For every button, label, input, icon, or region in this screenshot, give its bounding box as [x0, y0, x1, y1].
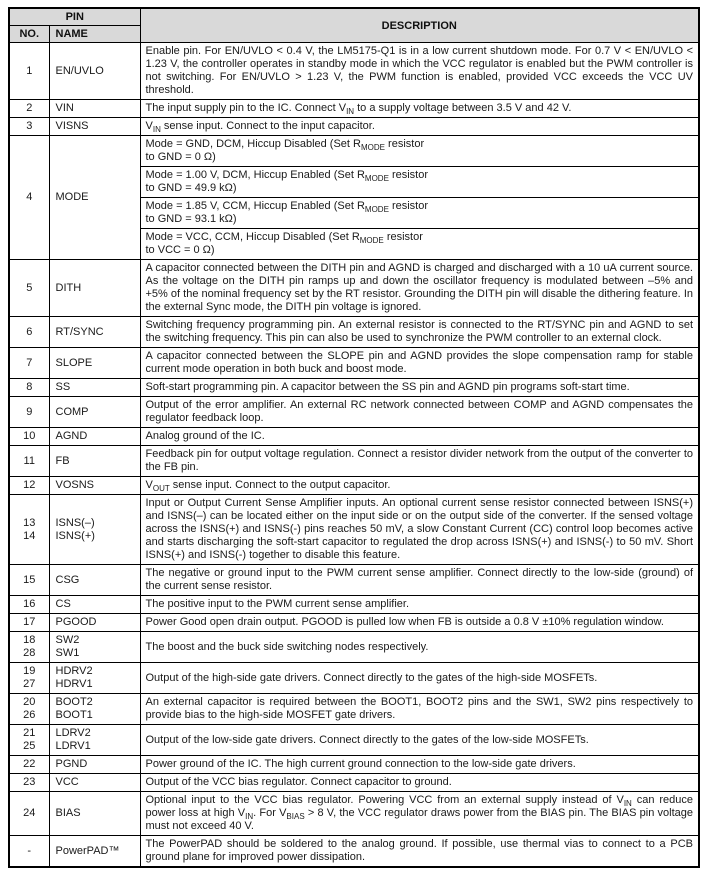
pin-name-cell: VISNS: [49, 118, 140, 136]
pin-number-cell: 7: [9, 348, 49, 379]
pin-description-cell: $V_{OUT}$ sense input. Connect to the output capacitor.: [140, 477, 699, 495]
pin-row: [9, 136, 699, 167]
table-header: [9, 8, 699, 43]
pin-number-cell: 20 26: [9, 694, 49, 725]
pin-number-cell: 12: [9, 477, 49, 495]
pin-number-cell: 2: [9, 100, 49, 118]
pin-description-cell: Output of the error amplifier. An external RC network connected between COMP and AGND compensates the regulator feedback loop.: [140, 397, 699, 428]
pin-row: [9, 694, 699, 725]
pin-name-cell: AGND: [49, 428, 140, 446]
pin-row: [9, 397, 699, 428]
pin-name-cell: SW2 SW1: [49, 632, 140, 663]
pin-row: [9, 596, 699, 614]
pin-description-cell: The positive input to the PWM current sense amplifier.: [140, 596, 699, 614]
pin-number-cell: 4: [9, 136, 49, 260]
pin-number-cell: 11: [9, 446, 49, 477]
pin-number-cell: 18 28: [9, 632, 49, 663]
pin-description-cell: Mode = 1.85 V, CCM, Hiccup Enabled (Set $R_{MODE}$ resistor to GND = 93.1 kΩ): [140, 198, 699, 229]
pin-description-cell: Mode = VCC, CCM, Hiccup Disabled (Set $R_{MODE}$ resistor to VCC = 0 Ω): [140, 229, 699, 260]
pin-description-cell: $V_{IN}$ sense input. Connect to the input capacitor.: [140, 118, 699, 136]
header-pin-group: PIN: [9, 8, 140, 26]
header-description: DESCRIPTION: [140, 8, 699, 43]
header-no: NO.: [9, 26, 49, 43]
pin-name-cell: PGOOD: [49, 614, 140, 632]
pin-description-cell: Soft-start programming pin. A capacitor between the SS pin and AGND pin programs soft-start time.: [140, 379, 699, 397]
pin-row: [9, 756, 699, 774]
pin-description-cell: Input or Output Current Sense Amplifier inputs. An optional current sense resistor connected between ISNS(+) and ISNS(–) can be located either on the input side or on the output side of the converter. If the sensed voltage across the ISNS(+) and ISNS(-) pins reaches 50 mV, a slow Constant Current (CC) control loop becomes active and starts discharging the soft-start capacitor to regulated the drop across ISNS(+) and ISNS(-) to 50 mV. Short ISNS(+) and ISNS(-) together to disable this feature.: [140, 495, 699, 565]
pin-name-cell: MODE: [49, 136, 140, 260]
pin-name-cell: CSG: [49, 565, 140, 596]
pin-description-cell: Enable pin. For EN/UVLO < 0.4 V, the LM5175-Q1 is in a low current shutdown mode. For 0.7 V < EN/UVLO < 1.23 V, the controller operates in standby mode in which the VCC regulator is enabled but the PWM controller is not switching. For EN/UVLO > 1.23 V, the PWM function is enabled, provided VCC exceeds the VCC UV threshold.: [140, 43, 699, 100]
pin-name-cell: PGND: [49, 756, 140, 774]
pin-name-cell: VCC: [49, 774, 140, 792]
pin-row: [9, 477, 699, 495]
pin-number-cell: 10: [9, 428, 49, 446]
pin-name-cell: EN/UVLO: [49, 43, 140, 100]
header-name: NAME: [49, 26, 140, 43]
pin-row: [9, 836, 699, 868]
pin-description-cell: Switching frequency programming pin. An external resistor is connected to the RT/SYNC pin and AGND to set the switching frequency. This pin can also be used to synchronize the PWM controller to an external clock.: [140, 317, 699, 348]
pin-number-cell: 15: [9, 565, 49, 596]
pin-description-cell: The PowerPAD should be soldered to the analog ground. If possible, use thermal vias to connect to a PCB ground plane for improved power dissipation.: [140, 836, 699, 868]
pin-row: [9, 43, 699, 100]
pin-number-cell: 16: [9, 596, 49, 614]
pin-row: [9, 632, 699, 663]
pin-description-cell: Analog ground of the IC.: [140, 428, 699, 446]
pin-row: [9, 260, 699, 317]
pin-number-cell: 8: [9, 379, 49, 397]
pin-name-cell: BIAS: [49, 792, 140, 836]
pin-number-cell: -: [9, 836, 49, 868]
pin-name-cell: COMP: [49, 397, 140, 428]
pin-number-cell: 24: [9, 792, 49, 836]
pin-number-cell: 13 14: [9, 495, 49, 565]
pin-name-cell: PowerPAD™: [49, 836, 140, 868]
pin-row: [9, 428, 699, 446]
pin-description-cell: Optional input to the VCC bias regulator. Powering VCC from an external supply instead of $V_{IN}$ can reduce power loss at high $V_{IN}$. For $V_{BIAS} > 8$ V, the VCC regulator draws power from the BIAS pin. The BIAS pin voltage must not exceed 40 V.: [140, 792, 699, 836]
pin-name-cell: SS: [49, 379, 140, 397]
pin-row: [9, 100, 699, 118]
pin-name-cell: CS: [49, 596, 140, 614]
pin-number-cell: 9: [9, 397, 49, 428]
pin-description-cell: The boost and the buck side switching nodes respectively.: [140, 632, 699, 663]
pin-table-body: [9, 43, 699, 868]
pin-row: [9, 565, 699, 596]
pin-name-cell: SLOPE: [49, 348, 140, 379]
pin-number-cell: 3: [9, 118, 49, 136]
pin-row: [9, 792, 699, 836]
pin-name-cell: FB: [49, 446, 140, 477]
pin-number-cell: 5: [9, 260, 49, 317]
pin-name-cell: DITH: [49, 260, 140, 317]
pin-description-cell: Output of the low-side gate drivers. Connect directly to the gates of the low-side MOSFETs.: [140, 725, 699, 756]
pin-description-cell: Mode = GND, DCM, Hiccup Disabled (Set $R_{MODE}$ resistor to GND = 0 Ω): [140, 136, 699, 167]
pin-name-cell: VOSNS: [49, 477, 140, 495]
pin-number-cell: 22: [9, 756, 49, 774]
pin-description-cell: Power Good open drain output. PGOOD is pulled low when FB is outside a 0.8 V ±10% regulation window.: [140, 614, 699, 632]
pin-number-cell: 6: [9, 317, 49, 348]
pin-number-cell: 23: [9, 774, 49, 792]
pin-description-cell: A capacitor connected between the DITH pin and AGND is charged and discharged with a 10 uA current source. As the voltage on the DITH pin ramps up and down the oscillator frequency is modulated between –5% and +5% of the nominal frequency set by the RT resistor. Grounding the DITH pin will disable the dithering feature. In the external Sync mode, the DITH pin voltage is ignored.: [140, 260, 699, 317]
pin-name-cell: ISNS(–) ISNS(+): [49, 495, 140, 565]
pin-number-cell: 21 25: [9, 725, 49, 756]
pin-description-cell: Feedback pin for output voltage regulation. Connect a resistor divider network from the output of the converter to the FB pin.: [140, 446, 699, 477]
pin-description-cell: Power ground of the IC. The high current ground connection to the low-side gate drivers.: [140, 756, 699, 774]
pin-row: [9, 774, 699, 792]
pin-number-cell: 1: [9, 43, 49, 100]
pin-row: [9, 614, 699, 632]
pin-name-cell: VIN: [49, 100, 140, 118]
pin-row: [9, 379, 699, 397]
pin-row: [9, 495, 699, 565]
pin-description-cell: A capacitor connected between the SLOPE pin and AGND provides the slope compensation ramp for stable current mode operation in both buck and boost mode.: [140, 348, 699, 379]
pin-name-cell: LDRV2 LDRV1: [49, 725, 140, 756]
pin-description-cell: The input supply pin to the IC. Connect $V_{IN}$ to a supply voltage between 3.5 V and 42 V.: [140, 100, 699, 118]
pin-name-cell: BOOT2 BOOT1: [49, 694, 140, 725]
pin-number-cell: 17: [9, 614, 49, 632]
pin-row: [9, 317, 699, 348]
pin-row: [9, 446, 699, 477]
pin-description-cell: Output of the high-side gate drivers. Connect directly to the gates of the high-side MOSFETs.: [140, 663, 699, 694]
pin-row: [9, 725, 699, 756]
pin-row: [9, 118, 699, 136]
pin-name-cell: RT/SYNC: [49, 317, 140, 348]
pin-description-cell: An external capacitor is required between the BOOT1, BOOT2 pins and the SW1, SW2 pins respectively to provide bias to the high-side MOSFET gate drivers.: [140, 694, 699, 725]
pin-description-cell: The negative or ground input to the PWM current sense amplifier. Connect directly to the low-side (ground) of the current sense resistor.: [140, 565, 699, 596]
pin-row: [9, 348, 699, 379]
pin-row: [9, 663, 699, 694]
pin-description-cell: Mode = 1.00 V, DCM, Hiccup Enabled (Set $R_{MODE}$ resistor to GND = 49.9 kΩ): [140, 167, 699, 198]
pin-name-cell: HDRV2 HDRV1: [49, 663, 140, 694]
pin-description-cell: Output of the VCC bias regulator. Connect capacitor to ground.: [140, 774, 699, 792]
pin-description-table: [8, 7, 700, 868]
pin-number-cell: 19 27: [9, 663, 49, 694]
